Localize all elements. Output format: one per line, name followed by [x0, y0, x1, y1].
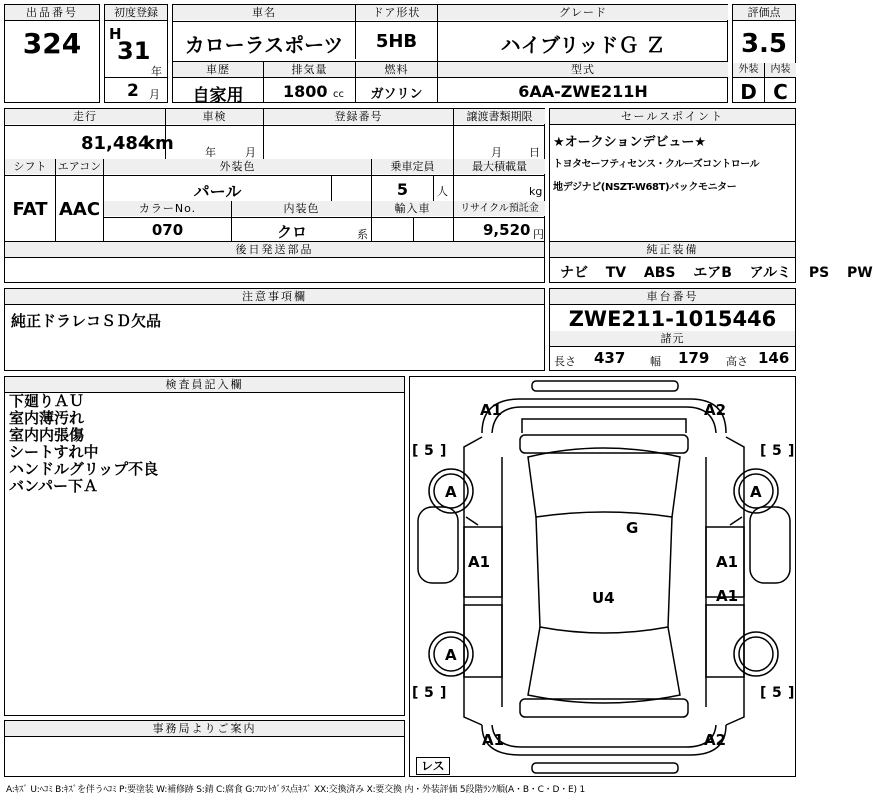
mark-right-door-rear: A1 [716, 587, 739, 605]
chassis-label: 車台番号 [550, 289, 795, 305]
later-parts-box [4, 241, 545, 283]
first-reg-year-unit: 年 [151, 65, 162, 78]
equip-ps: PS [808, 265, 830, 281]
int-color-unit: 系 [357, 228, 368, 241]
mark-wheel-tl: A [445, 483, 457, 501]
tire-br: 5 [772, 685, 782, 701]
spec-grid [172, 4, 728, 106]
equip-navi: ナビ [560, 265, 588, 281]
score-label: 評価点 [733, 5, 795, 21]
aircon-value: AAC [58, 199, 101, 220]
sales-point-box [549, 108, 796, 242]
sales-point-line-1: ★オークションデビュー★ [553, 135, 707, 150]
equip-tv: TV [605, 265, 627, 281]
transfer-month-unit: 月 [491, 146, 502, 159]
reg-number-label: 登録番号 [334, 110, 383, 123]
inspector-line-3: 室内内張傷 [9, 426, 85, 444]
inspector-line-5: ハンドルグリップ不良 [9, 460, 159, 478]
svg-text:]: ] [440, 443, 447, 459]
dims-label: 諸元 [660, 332, 685, 345]
score-value: 3.5 [740, 29, 788, 59]
first-reg-month-unit: 月 [149, 88, 160, 101]
office-box [4, 720, 405, 777]
ext-score: D [740, 80, 757, 104]
equip-pw: PW [846, 265, 873, 281]
damage-diagram-box [409, 376, 796, 777]
int-score-label: 内装 [770, 64, 791, 75]
fuel-value: ガソリン [370, 87, 423, 102]
inspector-label: 検査員記入欄 [5, 377, 404, 393]
equip-airbag: エアB [693, 265, 732, 281]
inspector-line-4: シートすれ中 [9, 443, 99, 461]
int-color-value: クロ [276, 223, 307, 241]
width-value: 179 [678, 349, 710, 367]
mark-left-door-front: A1 [468, 553, 491, 571]
lot-cell [4, 4, 100, 103]
inspector-box [4, 376, 405, 716]
mark-roof: G [626, 519, 639, 537]
tire-tr: 5 [772, 443, 782, 459]
door-label: ドア形状 [372, 6, 421, 19]
lot-number: 324 [22, 27, 82, 60]
tire-tl: 5 [424, 443, 434, 459]
mark-wheel-tr: A [750, 483, 762, 501]
first-reg-label: 初度登録 [105, 5, 167, 21]
mark-rear-right: A2 [704, 731, 727, 749]
mileage-label: 走行 [73, 110, 97, 123]
inspector-line-6: バンパー下Ａ [9, 477, 98, 495]
svg-text:]: ] [788, 685, 795, 701]
genuine-equipment-label: 純正装備 [550, 242, 795, 258]
transfer-day-unit: 日 [529, 146, 540, 159]
int-score: C [773, 80, 788, 104]
inspection-label: 車検 [202, 110, 227, 123]
shift-value: FAT [12, 199, 48, 220]
color-no-value: 070 [151, 221, 184, 239]
ext-color-label: 外装色 [219, 160, 256, 173]
sales-point-line-2: トヨタセーフティセンス・クルーズコントロール [553, 159, 759, 170]
import-label: 輸入車 [394, 202, 431, 215]
car-diagram [410, 377, 797, 778]
door-value: 5HB [375, 31, 418, 52]
height-label: 高さ [726, 355, 748, 368]
shift-label: シフト [13, 160, 47, 173]
mark-rear-left: A1 [482, 731, 505, 749]
mark-wheel-bl: A [445, 646, 457, 664]
svg-text:[: [ [412, 685, 419, 701]
fuel-label: 燃料 [384, 63, 409, 76]
notes-value: 純正ドラレコＳＤ欠品 [11, 312, 162, 330]
office-label: 事務局よりご案内 [5, 721, 404, 737]
inspector-line-1: 下廻りＡＵ [9, 392, 85, 410]
svg-text:[: [ [760, 685, 767, 701]
later-parts-label: 後日発送部品 [5, 242, 544, 258]
tire-bl: 5 [424, 685, 434, 701]
svg-text:]: ] [440, 685, 447, 701]
inspection-month-unit: 月 [245, 146, 256, 159]
displacement-value: 1800 [283, 82, 328, 101]
capacity-unit: 人 [437, 185, 448, 198]
aircon-label: エアコン [57, 160, 102, 173]
inspection-year-unit: 年 [205, 146, 216, 159]
equip-abs: ABS [643, 265, 676, 281]
mileage-unit: km [143, 133, 174, 154]
mark-front-left: A1 [480, 401, 503, 419]
displacement-unit: cc [333, 89, 344, 100]
history-value: 自家用 [192, 86, 244, 106]
chassis-box [549, 288, 796, 371]
mark-floor: U4 [592, 589, 615, 607]
sales-point-label: セールスポイント [550, 109, 795, 125]
width-label: 幅 [650, 355, 661, 368]
rest-box [416, 757, 450, 775]
grade-value: ハイブリッドＧ Ｚ [500, 33, 666, 57]
svg-text:]: ] [788, 443, 795, 459]
chassis-value: ZWE211-1015446 [568, 307, 777, 331]
grade-label: グレード [559, 6, 607, 19]
legend-text: A:ｷｽﾞ U:ﾍｺﾐ B:ｷｽﾞを伴うﾍｺﾐ P:要塗装 W:補修跡 S:錆 C:腐食 G:ﾌﾛﾝﾄｶﾞﾗｽ点ｷｽﾞ XX:交換済み X:要交換 内・外装評価 5段階ﾗﾝｸ順(A・B・C・D・E) 1 [6, 785, 585, 795]
top-info-block [4, 4, 796, 106]
lot-label: 出品番号 [5, 5, 99, 21]
ext-score-label: 外装 [738, 64, 759, 75]
car-name-value: カローラスポーツ [184, 33, 344, 57]
car-name-label: 車名 [252, 6, 276, 19]
transfer-doc-label: 譲渡書類期限 [466, 110, 533, 123]
vehicle-detail-grid [4, 108, 545, 242]
inspector-line-2: 室内薄汚れ [9, 409, 85, 427]
length-label: 長さ [554, 355, 576, 368]
mileage-value: 81,484 [81, 133, 151, 154]
notes-box [4, 288, 545, 371]
rest-label: レス [421, 759, 445, 773]
score-cell [732, 4, 796, 103]
color-no-label: カラーNo. [138, 202, 197, 215]
model-code-value: 6AA-ZWE211H [518, 82, 648, 101]
first-reg-year: 31 [117, 37, 151, 65]
model-code-label: 型式 [571, 63, 595, 76]
history-label: 車歴 [206, 63, 230, 76]
svg-text:[: [ [412, 443, 419, 459]
genuine-equipment-box [549, 241, 873, 283]
recycle-label: リサイクル預託金 [460, 203, 539, 214]
max-load-label: 最大積載量 [472, 160, 527, 173]
ext-color-value: パール [193, 182, 242, 201]
capacity-value: 5 [396, 180, 409, 199]
notes-label: 注意事項欄 [5, 289, 544, 305]
mark-right-door-front: A1 [716, 553, 739, 571]
first-reg-era: H [109, 25, 122, 43]
recycle-unit: 円 [533, 228, 544, 241]
height-value: 146 [758, 349, 790, 367]
int-color-label: 内装色 [283, 202, 320, 215]
first-reg-cell [104, 4, 168, 103]
max-load-unit: kg [529, 185, 543, 198]
mark-front-right: A2 [704, 401, 727, 419]
svg-text:[: [ [760, 443, 767, 459]
genuine-equipment-items [560, 262, 873, 282]
sales-point-line-3: 地デジナビ(NSZT-W68T)バックモニター [553, 182, 737, 193]
recycle-value: 9,520 [483, 221, 531, 239]
length-value: 437 [594, 349, 626, 367]
first-reg-month: 2 [127, 81, 139, 101]
capacity-label: 乗車定員 [390, 160, 435, 173]
equip-alloy: アルミ [749, 265, 792, 281]
displacement-label: 排気量 [291, 63, 328, 76]
